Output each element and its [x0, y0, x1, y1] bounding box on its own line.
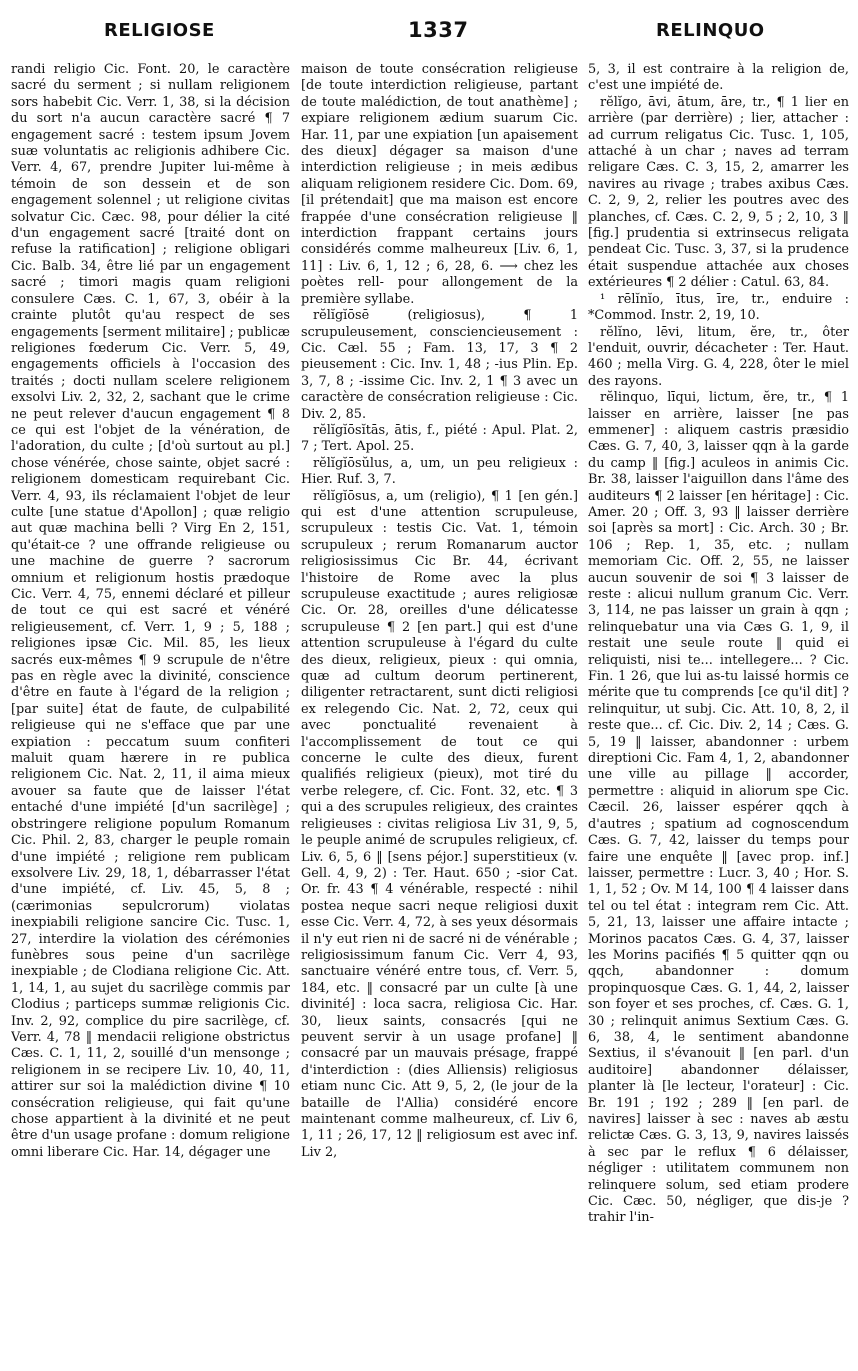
entry-religiosulus: rĕlĭgĭōsŭlus, a, um, un peu religieux : Hier. Ruf. 3, 7. [301, 455, 578, 488]
entry-relinquo: rĕlinquo, līqui, lictum, ĕre, tr., ¶ 1 laisser en arrière, laisser [ne pas emmener] : aliquem castris præsidio Cæs. G. 7, 40, 3, laisser qqn à la garde du camp ‖ [fig.] aculeos in animis Cic. Br. 38, laisser l'aiguillon dans l'âme des auditeurs ¶ 2 laisser [en héritage] : Cic. Amer. 20 ; Off. 3, 93 ‖ laisser derrière soi [après sa mort] : Cic. Arch. 30 ; Br. 106 ; Rep. 1, 35, etc. ; nullam memoriam Cic. Off. 2, 55, ne laisser aucun souvenir de soi ¶ 3 laisser de reste : alicui nullum granum Cic. Verr. 3, 114, ne pas laisser un grain à qqn ; relinquebatur una via Cæs G. 1, 9, il restait une seule route ‖ quid ei reliquisti, nisi te... intellegere... ? Cic. Fin. 1 26, que lui as-tu laissé hormis ce mérite que tu comprends [ce qu'il dit] ? relinquitur, ut subj. Cic. Att. 10, 8, 2, il reste que... cf. Cic. Div. 2, 14 ; Cæs. G. 5, 19 ‖ laisser, abandonner : urbem direptioni Cic. Fam 4, 1, 2, abandonner une ville au pillage ‖ accorder, permettre : aliquid in aliorum spe Cic. Cæcil. 26, laisser espérer qqch à d'autres ; spatium ad cognoscendum Cæs. G. 7, 42, laisser du temps pour faire une enquête ‖ [avec prop. inf.] laisser, permettre : Lucr. 3, 40 ; Hor. S. 1, 1, 52 ; Ov. M 14, 100 ¶ 4 laisser dans tel ou tel état : integram rem Cic. Att. 5, 21, 13, laisser une affaire intacte ; Morinos pacatos Cæs. G. 4, 37, laisser les Morins pacifiés ¶ 5 quitter qqn ou qqch, abandonner : domum propinquosque Cæs. G. 1, 44, 2, laisser son foyer et ses proches, cf. Cæs. G. 1, 30 ; relinquit animus Sextium Cæs. G. 6, 38, 4, le sentiment abandonne Sextius, il s'évanouit ‖ [en parl. d'un auditoire] abandonner délaisser, planter là [le lecteur, l'orateur] : Cic. Br. 191 ; 192 ; 289 ‖ [en parl. de navires] laisser à sec : naves ab æstu relictæ Cæs. G. 3, 13, 9, navires laissés à sec par le reflux ¶ 6 délaisser, négliger : utilitatem communem non relinquere solum, sed etiam prodere Cic. Cæc. 50, négliger, que dis-je ? trahir l'in- [588, 390, 849, 1226]
header-left-guideword: RELIGIOSE [104, 20, 215, 41]
column-2-paragraph: maison de toute consécration religieuse [de toute interdiction religieuse, partant de toute malédiction, de tout anathème] ; expiare religionem ædium suarum Cic. Har. 11, par une expiation [un apaisement des dieux] dégager sa maison d'une interdiction religieuse ; in meis ædibus aliquam religionem residere Cic. Dom. 69, [il prétendait] que ma maison est encore frappée d'une consécration religieuse ‖ interdiction frappant certains jours considérés comme malheureux [Liv. 6, 1, 11] : Liv. 6, 1, 12 ; 6, 28, 6. ⟶ chez les poètes rell- pour allongement de la première syllabe. [301, 62, 578, 307]
running-header [0, 14, 858, 54]
entry-relinio: ¹ rēlĭnĭo, ītus, īre, tr., enduire : *Commod. Instr. 2, 19, 10. [588, 291, 849, 324]
entry-relino: rĕlĭno, lēvi, litum, ĕre, tr., ôter l'enduit, ouvrir, décacheter : Ter. Haut. 460 ; mella Virg. G. 4, 228, ôter le miel des rayons. [588, 324, 849, 389]
entry-religiose: rĕlĭgĭōsē (religiosus), ¶ 1 scrupuleusement, consciencieusement : Cic. Cæl. 55 ; Fam. 13, 17, 3 ¶ 2 pieusement : Cic. Inv. 1, 48 ; -ius Plin. Ep. 3, 7, 8 ; -issime Cic. Inv. 2, 1 ¶ 3 avec un caractère de consécration religieuse : Cic. Div. 2, 85. [301, 308, 578, 422]
entry-religiositas: rĕlĭgĭōsĭtās, ātis, f., piété : Apul. Plat. 2, 7 ; Tert. Apol. 25. [301, 422, 578, 455]
entry-religiosus: rĕlĭgĭōsus, a, um (religio), ¶ 1 [en gén.] qui est d'une attention scrupuleuse, scrupuleux : testis Cic. Vat. 1, témoin scrupuleux ; rerum Romanarum auctor religiosissimus Cic Br. 44, écrivant l'histoire de Rome avec la plus scrupuleuse exactitude ; aures religiosæ Cic. Or. 28, oreilles d'une délicatesse scrupuleuse ¶ 2 [en part.] qui est d'une attention scrupuleuse à l'égard du culte des dieux, religieux, pieux : qui omnia, quæ ad cultum deorum pertinerent, diligenter retractarent, sunt dicti religiosi ex relegendo Cic. Nat. 2, 72, ceux qui avec ponctualité revenaient à l'accomplissement de tout ce qui concerne le culte des dieux, furent qualifiés religieux (pieux), mot tiré du verbe relegere, cf. Cic. Font. 32, etc. ¶ 3 qui a des scrupules religieux, des craintes religieuses : civitas religiosa Liv 31, 9, 5, le peuple animé de scrupules religieux, cf. Liv. 6, 5, 6 ‖ [sens péjor.] superstitieux (v. Gell. 4, 9, 2) : Ter. Haut. 650 ; -sior Cat. Or. fr. 43 ¶ 4 vénérable, respecté : nihil postea neque sacri neque religiosi duxit esse Cic. Verr. 4, 72, à ses yeux désormais il n'y eut rien ni de sacré ni de vénérable ; religiosissimum fanum Cic. Verr 4, 93, sanctuaire vénéré entre tous, cf. Verr. 5, 184, etc. ‖ consacré par un culte [à une divinité] : loca sacra, religiosa Cic. Har. 30, lieux saints, consacrés [qui ne peuvent servir à un usage profane] ‖ consacré par un mauvais présage, frappé d'interdiction : (dies Alliensis) religiosus etiam nunc Cic. Att 9, 5, 2, (le jour de la bataille de l'Allia) considéré encore maintenant comme malheureux, cf. Liv 6, 1, 11 ; 26, 17, 12 ‖ religiosum est avec inf. Liv 2, [301, 488, 578, 1160]
header-right-guideword: RELINQUO [656, 20, 765, 41]
text-column-2 [301, 62, 578, 1362]
entry-religo: rĕlĭgo, āvi, ātum, āre, tr., ¶ 1 lier en arrière (par derrière) ; lier, attacher : ad currum religatus Cic. Tusc. 1, 105, attaché à un char ; naves ad terram religare Cæs. C. 3, 15, 2, amarrer les navires au rivage ; trabes axibus Cæs. C. 2, 9, 2, relier les poutres avec des planches, cf. Cæs. C. 2, 9, 5 ; 2, 10, 3 ‖ [fig.] prudentia si extrinsecus religata pendeat Cic. Tusc. 3, 37, si la prudence était suspendue attachée aux choses extérieures ¶ 2 délier : Catul. 63, 84. [588, 94, 849, 291]
text-column-1 [11, 62, 290, 1362]
page-number: 1337 [408, 18, 469, 42]
column-1-paragraph: randi religio Cic. Font. 20, le caractère sacré du serment ; si nullam religionem sors habebit Cic. Verr. 1, 38, si la décision du sort n'a aucun caractère sacré ¶ 7 engagement sacré : testem ipsum Jovem suæ voluntatis ac religionis adhibere Cic. Verr. 4, 67, prendre Jupiter lui-même à témoin de son dessein et de son engagement solennel ; ut religione civitas solvatur Cic. Cæc. 98, pour délier la cité d'un engagement sacré [traité dont on refuse la ratification] ; religione obligari Cic. Balb. 34, être lié par un engagement sacré ; timori magis quam religioni consulere Cæs. C. 1, 67, 3, obéir à la crainte plutôt qu'au respect de ses engagements [serment militaire] ; publicæ religiones fœderum Cic. Verr. 5, 49, engagements officiels à l'occasion des traités ; docti nullam scelere religionem exsolvi Liv. 2, 32, 2, sachant que le crime ne peut relever d'aucun engagement ¶ 8 ce qui est l'objet de la vénération, de l'adoration, du culte ; [d'où surtout au pl.] chose vénérée, chose sainte, objet sacré : religionem domesticam requirebant Cic. Verr. 4, 93, ils réclamaient l'objet de leur culte [une statue d'Apollon] ; quæ religio aut quæ machina belli ? Virg En 2, 151, qu'était-ce ? une offrande religieuse ou une machine de guerre ? sacrorum omnium et religionum hostis prædoque Cic. Verr. 4, 75, ennemi déclaré et pilleur de tout ce qui est sacré et vénéré religieusement, cf. Verr. 1, 9 ; 5, 188 ; religiones ipsæ Cic. Mil. 85, les lieux sacrés eux-mêmes ¶ 9 scrupule de n'être pas en règle avec la divinité, conscience d'être en faute à l'égard de la religion ; [par suite] état de faute, de culpabilité religieuse qui ne s'efface que par une expiation : peccatum suum confiteri maluit quam hærere in re publica religionem Cic. Nat. 2, 11, il aima mieux avouer sa faute que de laisser l'état entaché d'une impiété [d'un sacrilège] ; obstringere religione populum Romanum Cic. Phil. 2, 83, charger le peuple romain d'une impiété ; religione rem publicam exsolvere Liv. 29, 18, 1, débarrasser l'état d'une impiété, cf. Liv. 45, 5, 8 ; (cærimonias sepulcrorum) violatas inexpiabili religione sancire Cic. Tusc. 1, 27, interdire la violation des cérémonies funèbres sous peine d'un sacrilège inexpiable ; de Clodiana religione Cic. Att. 1, 14, 1, au sujet du sacrilège commis par Clodius ; particeps summæ religionis Cic. Inv. 2, 92, complice du pire sacrilège, cf. Verr. 4, 78 ‖ mendacii religione obstrictus Cæs. C. 1, 11, 2, souillé d'un mensonge ; religionem in se recipere Liv. 10, 40, 11, attirer sur soi la malédiction divine ¶ 10 consécration religieuse, qui fait qu'une chose appartient à la divinité et ne peut être d'un usage profane : domum religione omni liberare Cic. Har. 14, dégager une [11, 62, 290, 1160]
column-3-paragraph: 5, 3, il est contraire à la religion de, c'est une impiété de. [588, 62, 849, 94]
text-column-3 [588, 62, 849, 1362]
